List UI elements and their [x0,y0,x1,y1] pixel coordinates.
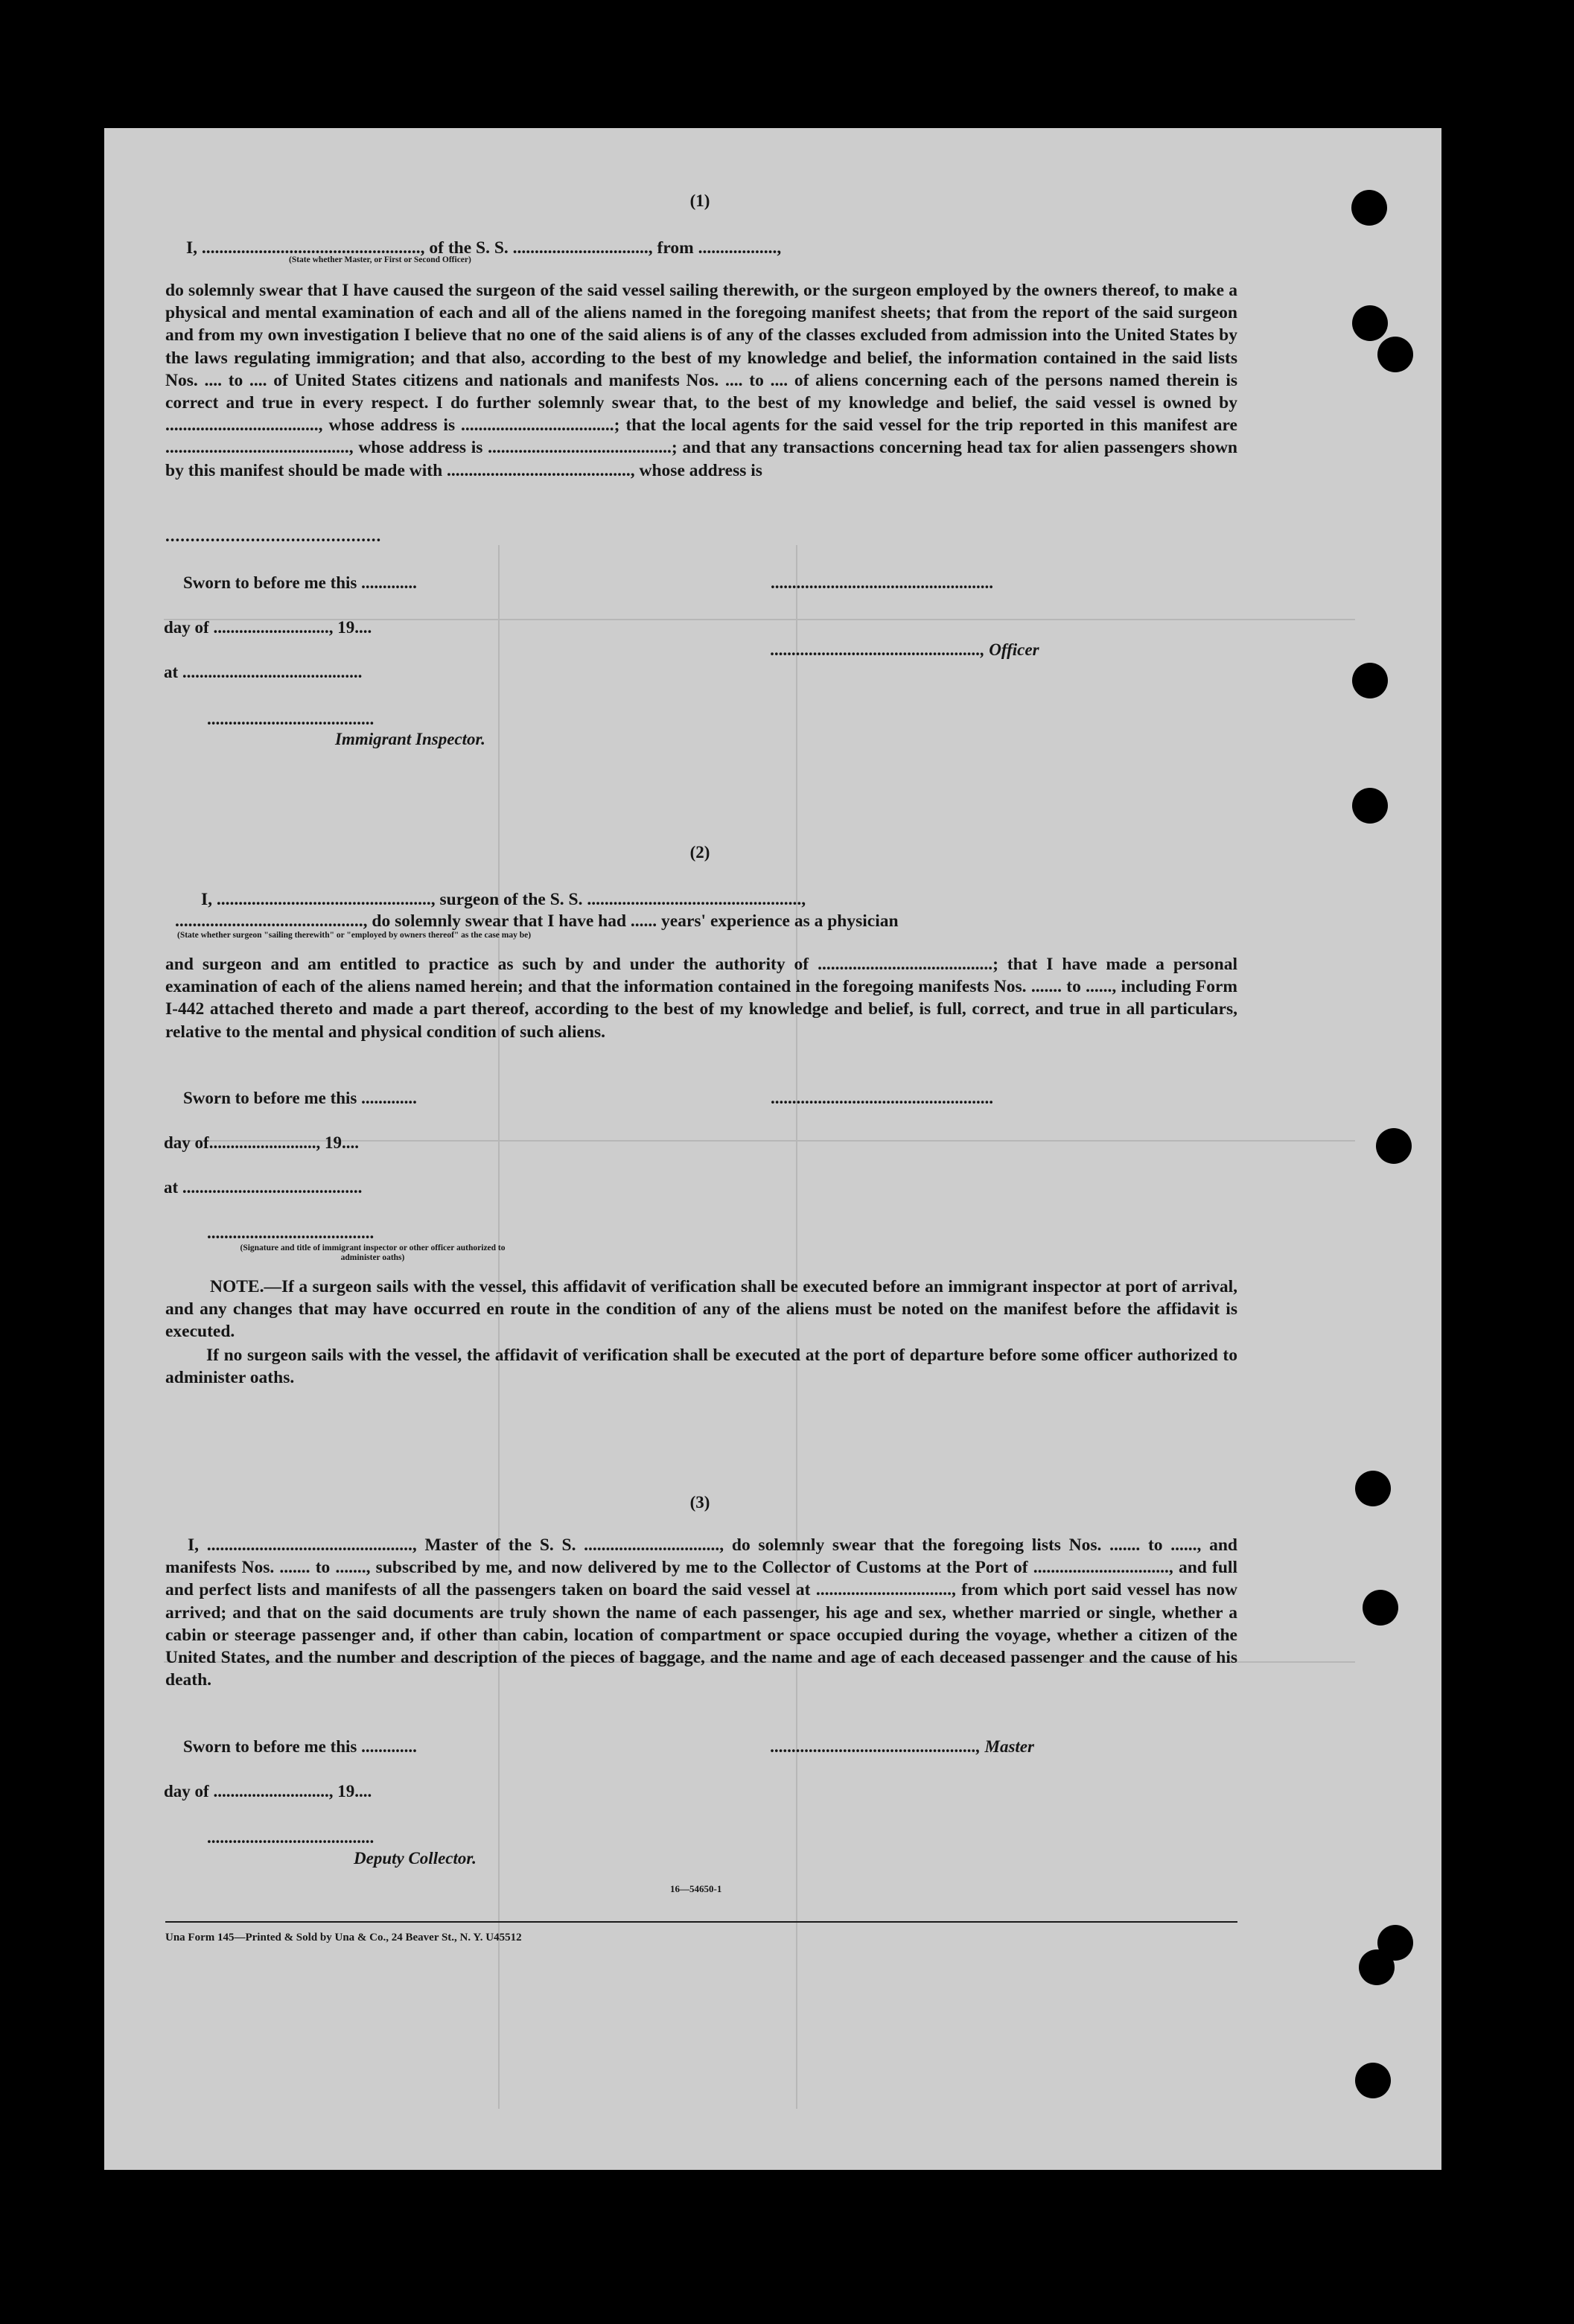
section-3-master-line: ................................................, Master [771,1737,1034,1756]
form-code: 16—54650-1 [670,1883,722,1894]
punch-hole [1352,788,1388,824]
punch-hole [1359,1949,1395,1985]
section-2-sworn-line: Sworn to before me this ............. [183,1089,417,1107]
section-2-note-1-text: NOTE.—If a surgeon sails with the vessel, this affidavit of verification shall be executed before an immigrant inspector at port of arrival, and any changes that may have occurred en route in the condition of any of the aliens must be noted on the manifest before the affidavit is executed. [165,1277,1237,1342]
section-2-note-1 [165,1276,1237,1343]
section-1-oath-body: do solemnly swear that I have caused the surgeon of the said vessel sailing therewith, or the surgeon employed by the owners thereof, to make a physical and mental examination of each and all of the aliens named in the foregoing manifest sheets; that from the report of the said surgeon and from my own investigation I believe that no one of the said aliens is of any of the classes excluded from admission into the United States by the laws regulating immigration; and that also, according to the best of my knowledge and belief, the information contained in the said lists Nos. .... to .... of United States citizens and nationals and manifests Nos. .... to .... of aliens concerning each of the persons named therein is correct and true in every respect. I do further solemnly swear that, to the best of my knowledge and belief, the said vessel is owned by ..................................., whose address is ...................................; that the local agents for the said vessel for the trip reported in this manifest are .........................................., whose address is ..........................................; and that any transactions concerning head tax for alien passengers shown by this manifest should be made with .........................................., whose address is [165,281,1237,480]
section-1-day-line: day of ..........................., 19.... [164,618,372,637]
section-2-second-line: ..........................................., do solemnly swear that I have had ...... years' experience as a physician [175,911,899,931]
section-2-number: (2) [689,843,710,862]
section-3-sworn-line: Sworn to before me this ............. [183,1737,417,1756]
section-1-immigrant-inspector: Immigrant Inspector. [335,730,485,748]
punch-hole [1352,305,1388,341]
section-2-opening-line: I, ................................................., surgeon of the S. S. ................................................., [201,890,806,909]
footer-rule [165,1921,1237,1923]
punch-hole [1355,2063,1391,2098]
section-3-number: (3) [689,1493,710,1512]
section-3-oath-body [165,1534,1237,1691]
section-1-number: (1) [689,191,710,210]
section-3-signature-dots: ....................................... [207,1828,375,1847]
punch-hole [1377,337,1413,372]
section-1-sworn-line: Sworn to before me this ............. [183,573,417,592]
section-2-note-2 [165,1344,1237,1389]
punch-hole [1352,663,1388,698]
section-1-signature-dots: ....................................... [207,710,375,728]
section-1-trail-dots: ........................................... [165,526,382,545]
section-2-signature-dots: ....................................... [207,1223,375,1242]
punch-hole [1351,190,1387,226]
section-3-day-line: day of ..........................., 19.... [164,1782,372,1801]
section-2-day-line: day of........................., 19.... [164,1133,359,1152]
section-2-at-line: at .......................................... [164,1178,363,1197]
punch-hole [1376,1128,1412,1164]
section-1-officer-line: ................................................., Officer [771,640,1039,659]
section-2-note-2-text: If no surgeon sails with the vessel, the affidavit of verification shall be executed at the port of departure before some officer authorized to administer oaths. [165,1346,1237,1388]
section-2-signature-note: (Signature and title of immigrant inspector or other officer authorized to administer oaths) [240,1244,506,1262]
section-1-state-note: (State whether Master, or First or Second Officer) [289,255,471,264]
section-1-at-line: at .......................................... [164,663,363,681]
section-1-officer-dots: .................................................... [771,573,993,592]
section-2-state-note: (State whether surgeon "sailing therewith" or "employed by owners thereof" as the case may be) [177,931,532,940]
section-2-oath-body: and surgeon and am entitled to practice as such by and under the authority of ........................................; that I have made a personal examination of each of the aliens named herein; and that the information contained in the foregoing manifests Nos. ....... to ......, including Form I-442 attached thereto and made a part thereof, according to the best of my knowledge and belief, is full, correct, and true in all particulars, relative to the mental and physical condition of such aliens. [165,955,1237,1042]
punch-hole [1355,1471,1391,1506]
section-3-deputy-collector: Deputy Collector. [354,1849,477,1868]
punch-hole [1363,1590,1398,1626]
section-1-opening-line: I, .................................................., of the S. S. ..............................., from .................., [186,238,782,258]
section-2-officer-dots: .................................................... [771,1089,993,1107]
section-3-oath-text: I, ..............................................., Master of the S. S. ..............................., do solemnly swear that the foregoing lists Nos. ....... to ......, and manifests Nos. ....... to ......., subscribed by me, and now delivered by me to the Collector of Customs at the Port of ..............................., and full and perfect lists and manifests of all the passengers taken on board the said vessel at ..............................., from which port said vessel has now arrived; and that on the said documents are truly shown the name of each passenger, his age and sex, whether married or single, whether a cabin or steerage passenger and, if other than cabin, location of compartment or space occupied during the voyage, whether a citizen of the United States, and the number and description of the pieces of baggage, and the name and age of each deceased passenger and the cause of his death. [165,1535,1237,1690]
footer-printer-line: Una Form 145—Printed & Sold by Una & Co., 24 Beaver St., N. Y. U45512 [165,1932,522,1943]
